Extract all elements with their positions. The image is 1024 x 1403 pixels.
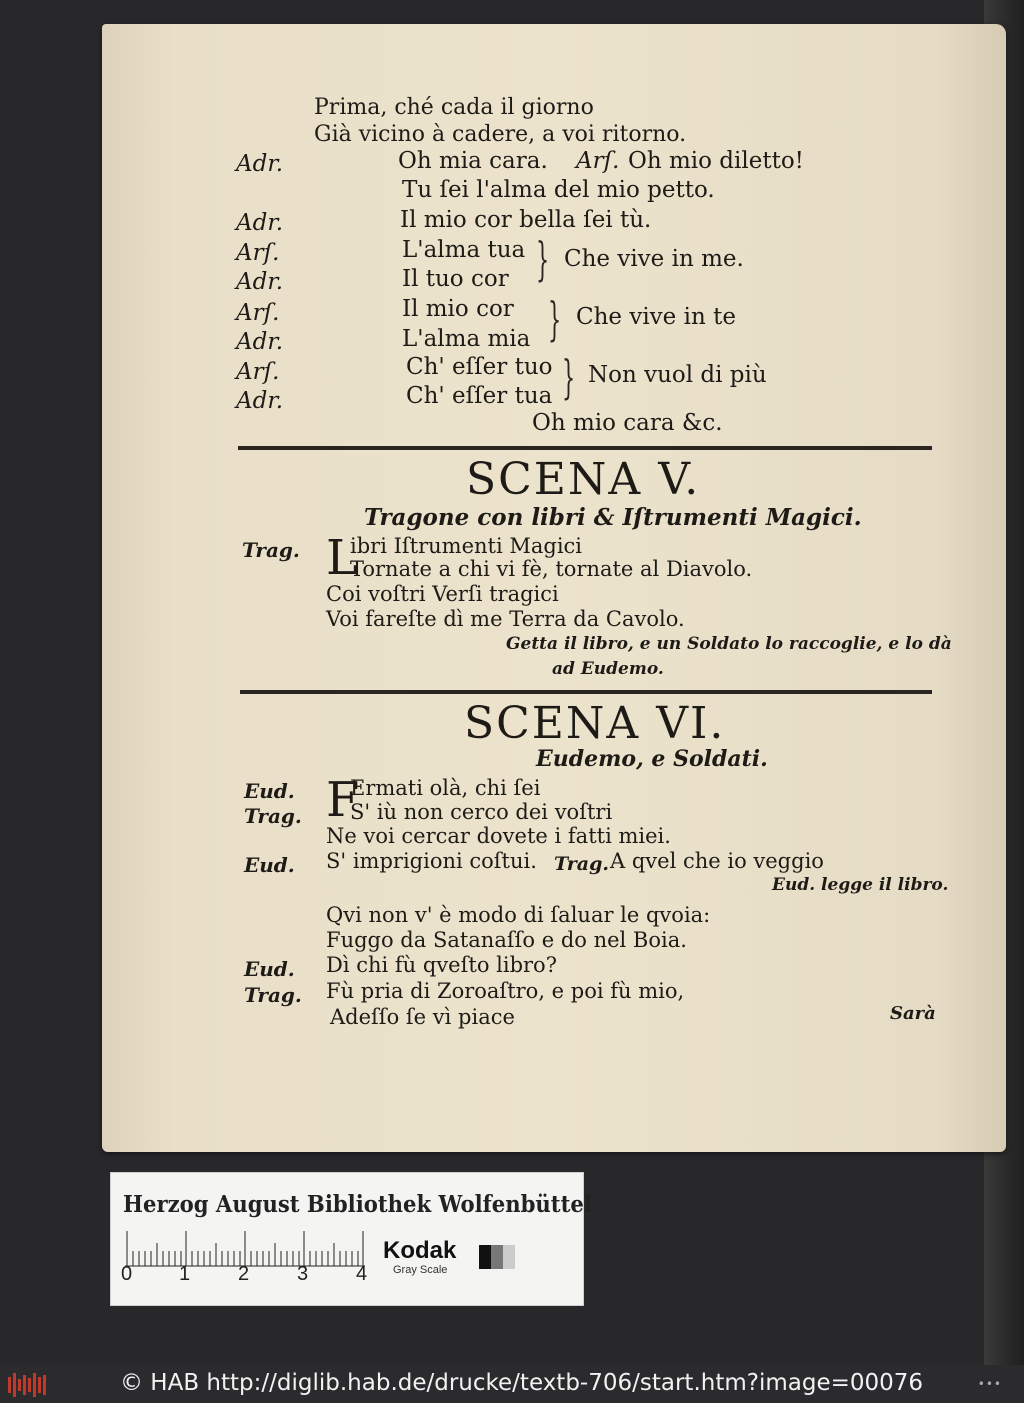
verse-line: Ermati olà, chi ſei [350, 776, 541, 800]
verse-line: Adeſſo ſe vì piace [330, 1005, 515, 1029]
speaker-label: Eud. [244, 853, 295, 877]
speaker-label: Adr. [236, 210, 284, 236]
verse-line: Tu ſei l'alma del mio petto. [402, 177, 715, 203]
verse-line: ibri Iſtrumenti Magici [350, 534, 583, 558]
verse-line: L'alma tua [402, 237, 526, 263]
verse-line: Ch' eſſer tuo [406, 354, 553, 380]
verse-line: S' iù non cerco dei voſtri [350, 800, 613, 824]
verse-line: Già vicino à cadere, a voi ritorno. [314, 122, 687, 147]
verse-line: Ne voi cercar dovete i fatti miei. [326, 824, 671, 848]
speaker-label: Arſ. [236, 240, 280, 266]
stage-direction: Eud. legge il libro. [772, 875, 949, 895]
verse-line: Ch' eſſer tua [406, 383, 553, 409]
speaker-label: Adr. [236, 151, 284, 177]
brace-icon: } [548, 292, 562, 346]
verse-line: Qvi non v' è modo di ſaluar le qvoia: [326, 903, 711, 927]
verse-line: Voi fareſte dì me Terra da Cavolo. [326, 607, 685, 631]
speaker-label: Adr. [236, 269, 284, 295]
speaker-label: Adr. [236, 329, 284, 355]
verse-line: Il mio cor bella ſei tù. [400, 207, 652, 233]
speaker-label: Trag. [244, 804, 302, 828]
hab-logo-icon [8, 1373, 50, 1397]
ruler-number: 3 [297, 1263, 309, 1285]
verse-line: L'alma mia [402, 326, 531, 352]
ruler-scale [125, 1231, 375, 1267]
scene-subtitle: Tragone con libri & Iſtrumenti Magici. [364, 504, 862, 531]
gray-swatch [503, 1245, 515, 1269]
verse-line: Oh mio cara &c. [532, 410, 723, 436]
copyright-url[interactable]: © HAB http://diglib.hab.de/drucke/textb-706/start.htm?image=00076 [120, 1370, 924, 1396]
speaker-label: Trag. [244, 983, 302, 1007]
ruler-number: 4 [356, 1263, 368, 1285]
drop-cap: F [326, 772, 360, 828]
ruler-number: 0 [121, 1263, 133, 1285]
verse-line: Fù pria di Zoroaſtro, e poi fù mio, [326, 979, 685, 1003]
verse-line: Il tuo cor [402, 266, 509, 292]
speaker-label: Trag. [554, 853, 609, 875]
speaker-label: Arſ. [236, 359, 280, 385]
scene-divider [238, 446, 932, 450]
ruler-number: 2 [238, 1263, 250, 1285]
label-title: Herzog August Bibliothek Wolfenbüttel [123, 1191, 592, 1218]
kodak-brand: Kodak [383, 1237, 457, 1264]
brace-text: Che vive in me. [564, 246, 744, 272]
speaker-label: Eud. [244, 957, 295, 981]
brace-icon: } [536, 232, 550, 286]
verse-line: Dì chi fù qveſto libro? [326, 953, 557, 977]
gray-swatch [479, 1245, 491, 1269]
verse-line: Coi voſtri Verſi tragici [326, 582, 559, 606]
ruler-number: 1 [179, 1263, 191, 1285]
more-options-icon[interactable]: ••• [977, 1377, 1002, 1391]
verse-line: Oh mia cara. [398, 148, 548, 174]
gray-swatch [491, 1245, 503, 1269]
brace-text: Non vuol di più [588, 362, 767, 388]
kodak-subtitle: Gray Scale [393, 1264, 448, 1276]
speaker-label: Arſ. [576, 148, 620, 174]
stage-direction: Getta il libro, e un Soldato lo raccoglie, e lo dà [506, 634, 952, 654]
library-label [110, 1172, 592, 1306]
verse-line: S' imprigioni coſtui. [326, 849, 537, 873]
scene-title: SCENA V. [466, 454, 701, 505]
drop-cap: L [326, 530, 358, 586]
verse-line: Fuggo da Satanaſſo e do nel Boia. [326, 928, 687, 952]
stage-direction: ad Eudemo. [552, 659, 664, 679]
verse-line: Prima, ché cada il giorno [314, 95, 594, 120]
scene-title: SCENA VI. [464, 698, 726, 749]
footer-bar [0, 1365, 1024, 1403]
brace-icon: } [562, 350, 576, 404]
brace-text: Che vive in te [576, 304, 736, 330]
scene-subtitle: Eudemo, e Soldati. [536, 746, 768, 772]
catchword: Sarà [890, 1003, 936, 1024]
speaker-label: Eud. [244, 779, 295, 803]
speaker-label: Trag. [242, 538, 300, 562]
verse-line: A qvel che io veggio [610, 849, 824, 873]
scene-divider [240, 690, 932, 694]
verse-line: Il mio cor [402, 296, 514, 322]
speaker-label: Adr. [236, 388, 284, 414]
speaker-label: Arſ. [236, 300, 280, 326]
verse-line: Oh mio diletto! [628, 148, 804, 174]
verse-line: Tornate a chi vi fè, tornate al Diavolo. [350, 557, 753, 581]
